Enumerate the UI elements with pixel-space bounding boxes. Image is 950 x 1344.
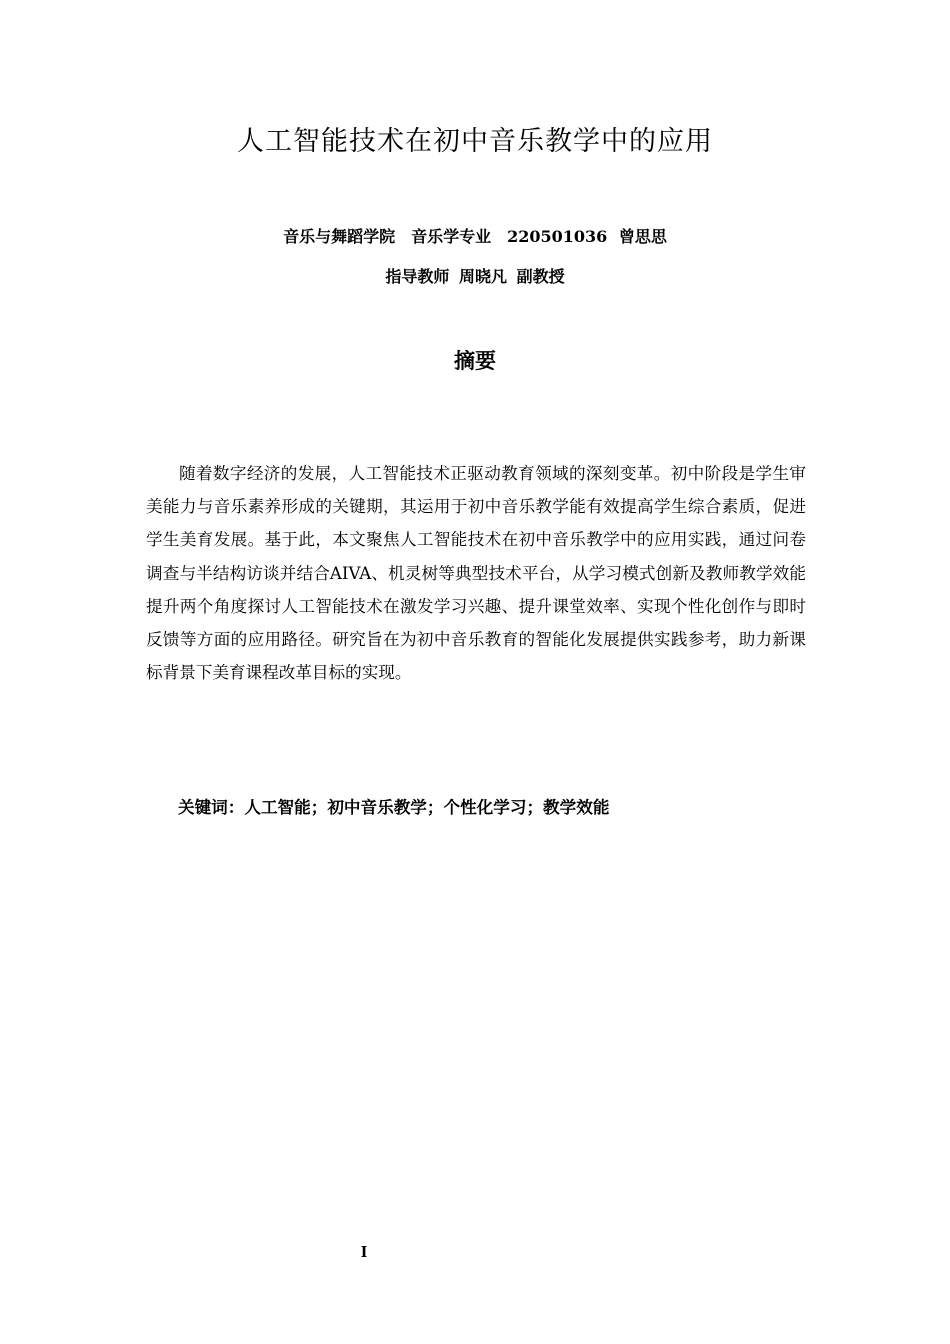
paper-title: 人工智能技术在初中音乐教学中的应用 [237,126,713,157]
advisor-info-line: 指导教师 周晓凡 副教授 [385,267,565,286]
page-number: I [360,1242,368,1261]
abstract-heading: 摘要 [454,349,496,373]
abstract-paragraph: 随着数字经济的发展，人工智能技术正驱动教育领域的深刻变革。初中阶段是学生审美能力与音乐素养形成的关键期，其运用于初中音乐教学能有效提高学生综合素质，促进学生美育发展。基于此，本文聚焦人工智能技术在初中音乐教学中的应用实践，通过问卷调查与半结构访谈并结合AIVA、机灵树等典型技术平台，从学习模式创新及教师教学效能提升两个角度探讨人工智能技术在激发学习兴趣、提升课堂效率、实现个性化创作与即时反馈等方面的应用路径。研究旨在为初中音乐教育的智能化发展提供实践参考，助力新课标背景下美育课程改革目标的实现。 [146,464,806,683]
keywords-line: 关键词：人工智能；初中音乐教学；个性化学习；教学效能 [178,798,610,817]
author-info-line: 音乐与舞蹈学院 音乐学专业 220501036 曾思思 [283,227,667,246]
